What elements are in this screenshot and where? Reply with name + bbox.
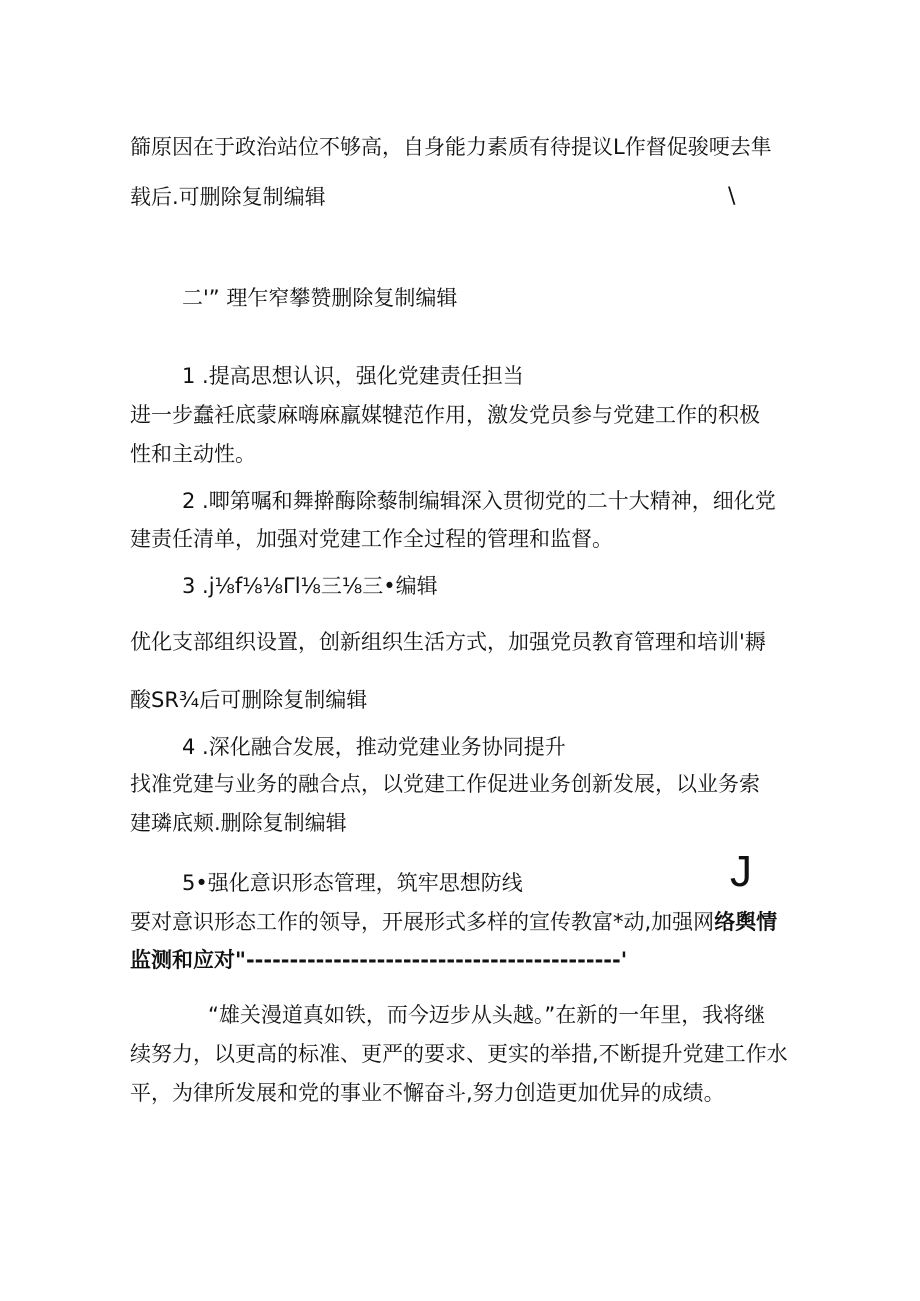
item-2-line-1: 2 .唧第嘱和舞擀酶除藜制编辑深入贯彻党的二十大精神，细化党 xyxy=(182,489,776,513)
item-5-line-1-text: 要对意识形态工作的领导，开展形式多样的宣传教富*动,加强网 xyxy=(130,910,715,934)
section-heading: 二'” 理乍窄攀赞删除复制编辑 xyxy=(182,286,458,310)
item-1-line-1: 进一步蠢衽底蒙麻嗨麻羸媒犍范作用，激发党员参与党建工作的积极 xyxy=(130,403,760,427)
paragraph-1-line-2: 载后.可删除复制编辑 xyxy=(130,185,326,209)
item-4-heading: 4 .深化融合发展，推动党建业务协同提升 xyxy=(182,735,566,759)
stray-backslash-mark: \ xyxy=(728,184,736,209)
item-1-heading: 1 .提高思想认识，强化党建责任担当 xyxy=(182,364,524,388)
item-3-line-1: 优化支部组织设置，创新组织生活方式，加强党员教育管理和培训'耨 xyxy=(130,630,766,654)
item-5-line-1 xyxy=(130,907,777,937)
item-2-line-2: 建责任清单，加强对党建工作全过程的管理和监督。 xyxy=(130,527,613,551)
item-4-line-1: 找准党建与业务的融合点，以党建工作促进业务创新发展，以业务索 xyxy=(130,772,760,796)
item-5-heading: 5•强化意识形态管理，筑牢思想防线 xyxy=(182,871,523,895)
stray-j-mark: J xyxy=(730,847,752,896)
item-1-line-2: 性和主动性。 xyxy=(130,442,256,466)
item-4-line-2: 建璘底颊.删除复制编辑 xyxy=(130,811,347,835)
closing-line-2: 续努力，以更高的标准、更严的要求、更实的举措,不断提升党建工作水 xyxy=(130,1042,788,1066)
item-3-heading: 3 .j⅛f⅛⅛Γl⅛三⅛三•编辑 xyxy=(182,574,438,598)
closing-line-3: 平，为律所发展和党的事业不懈奋斗,努力创造更加优异的成绩。 xyxy=(130,1081,725,1105)
item-5-line-1-bold-text: 络舆情 xyxy=(714,910,778,934)
paragraph-1-line-1: 篩原因在于政治站位不够高，自身能力素质有待提议L作督促骏哽去隼 xyxy=(130,135,772,159)
item-3-line-2: 酸SR¾后可删除复制编辑 xyxy=(130,688,368,712)
item-5-line-2: 监测和应对"-------------------------------------------' xyxy=(130,948,628,972)
closing-line-1: “雄关漫道真如铁，而今迈步从头越。”在新的一年里，我将继 xyxy=(208,1003,766,1027)
